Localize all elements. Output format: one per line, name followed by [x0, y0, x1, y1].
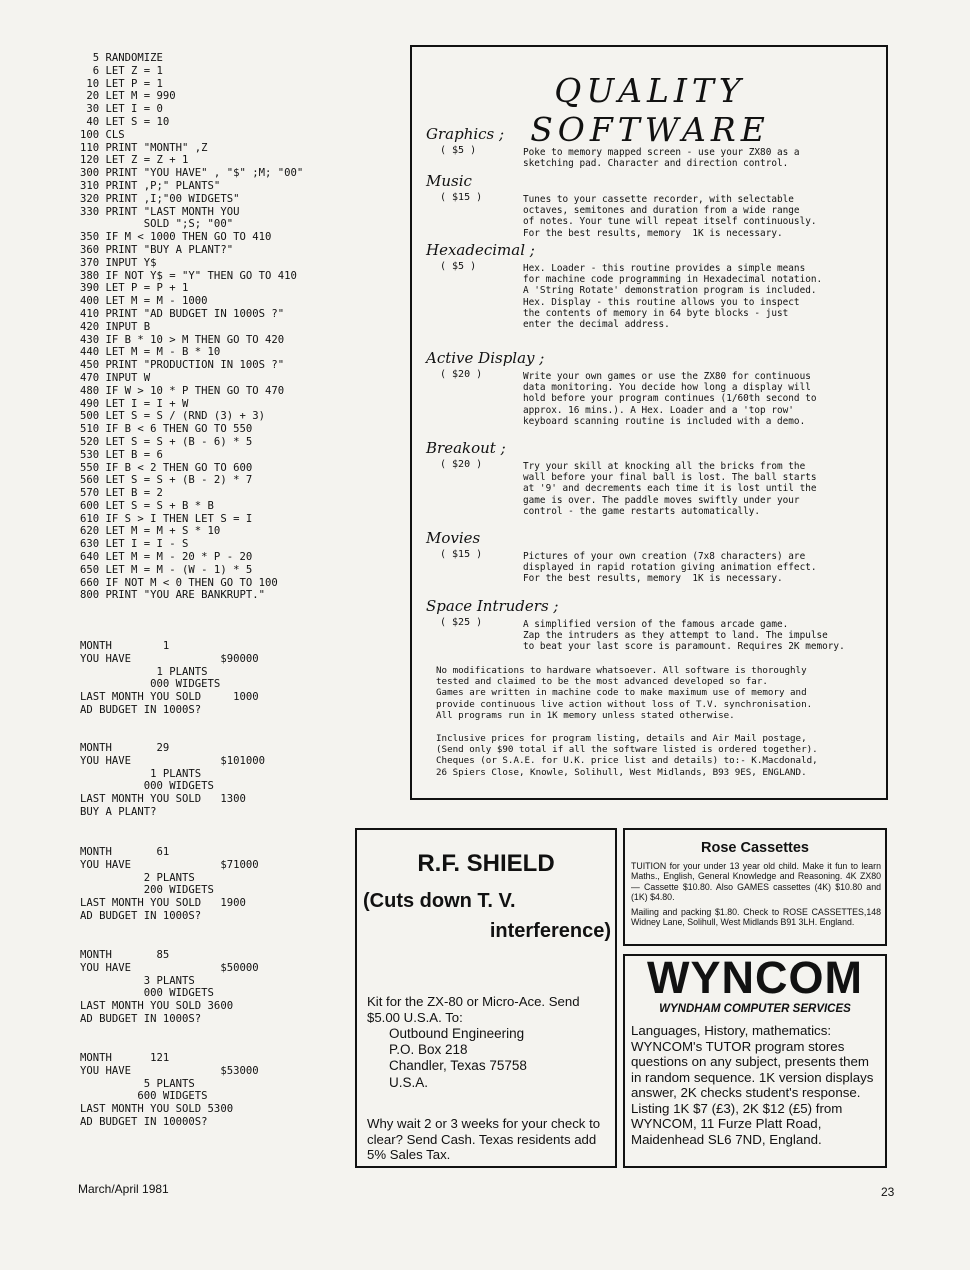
- listing-line: 370 INPUT Y$: [80, 256, 157, 269]
- run-output-line: MONTH 29: [80, 742, 170, 754]
- run-output-line: AD BUDGET IN 1000S?: [80, 1012, 202, 1025]
- run-output-line: 1 PLANTS: [80, 665, 208, 678]
- product-price: ( $20 ): [440, 459, 483, 470]
- product-name: Breakout ;: [426, 439, 506, 457]
- rf-subtitle-line2: interference): [489, 920, 611, 942]
- rose-paragraph-2: Mailing and packing $1.80. Check to ROSE CASSETTES,148 Widney Lane, Solihull, West Midlands B91 3LH. England.: [631, 907, 881, 928]
- product-description: Hex. Loader - this routine provides a simple means for machine code programming in Hexadecimal notation. A 'String Rotate' demonstration program is included. Hex. Display - this routine allows you to inspect the contents of memory in 64 byte blocks - just enter the decimal address.: [523, 263, 823, 331]
- run-output-line: MONTH 85: [80, 949, 170, 961]
- listing-line: 620 LET M = M + S * 10: [80, 525, 221, 538]
- run-output-line: AD BUDGET IN 1000S?: [80, 909, 202, 922]
- run-output-line: 2 PLANTS: [80, 871, 195, 884]
- listing-line: 6 LET Z = 1: [80, 64, 163, 77]
- product-description: Write your own games or use the ZX80 for continuous data monitoring. You decide how long a display will hold before your program continues (1/60th second to approx. 16 mins.). A Hex. Loader and a 'top row' keyboard scanning routine is included with a demo.: [523, 371, 817, 427]
- rf-subtitle-line1: (Cuts down T. V.: [363, 890, 516, 912]
- product-description: Tunes to your cassette recorder, with selectable octaves, semitones and duration from a wide range of notes. Your tune will repeat itself continuously. For the best results, memory 1K is necessary.: [523, 194, 817, 239]
- run-output-line: 5 PLANTS: [80, 1077, 195, 1090]
- listing-line: 440 LET M = M - B * 10: [80, 346, 221, 359]
- run-output-line: AD BUDGET IN 1000S?: [80, 703, 202, 716]
- listing-line: 410 PRINT "AD BUDGET IN 1000S ?": [80, 307, 285, 320]
- run-output-line: LAST MONTH YOU SOLD 3600: [80, 1000, 234, 1013]
- listing-line: 550 IF B < 2 THEN GO TO 600: [80, 461, 253, 474]
- listing-line: 470 INPUT W: [80, 371, 151, 384]
- rf-address-line: Outbound Engineering: [389, 1026, 525, 1041]
- wyncom-ad: [623, 954, 887, 1168]
- listing-line: 490 LET I = I + W: [80, 397, 189, 410]
- quality-software-title: QUALITY SOFTWARE: [530, 71, 770, 149]
- listing-line: 310 PRINT ,P;" PLANTS": [80, 179, 221, 192]
- product-name: Space Intruders ;: [426, 597, 559, 615]
- listing-line: 520 LET S = S + (B - 6) * 5: [80, 435, 253, 448]
- run-output-line: 200 WIDGETS: [80, 884, 214, 897]
- listing-line: 570 LET B = 2: [80, 487, 163, 500]
- run-output-block: [80, 640, 400, 717]
- listing-line: 350 IF M < 1000 THEN GO TO 410: [80, 231, 272, 244]
- listing-line: 390 LET P = P + 1: [80, 282, 189, 295]
- quality-notes: No modifications to hardware whatsoever. All software is thoroughly tested and claimed to be the most advanced developed so far. Games are written in machine code to make maximum use of memory and provide continuous live action without loss of T.V. synchronisation. All programs run in 1K memory unless stated otherwise.: [436, 665, 813, 721]
- listing-line: 530 LET B = 6: [80, 448, 163, 461]
- product-entry: [426, 172, 876, 239]
- rf-kit-text: Kit for the ZX-80 or Micro-Ace. Send $5.00 U.S.A. To:: [367, 994, 580, 1025]
- listing-line: 100 CLS: [80, 128, 125, 141]
- listing-line: 300 PRINT "YOU HAVE" , "$" ;M; "00": [80, 167, 304, 180]
- listing-line: 320 PRINT ,I;"00 WIDGETS": [80, 192, 240, 205]
- product-name: Active Display ;: [426, 349, 545, 367]
- listing-line: 20 LET M = 990: [80, 90, 176, 103]
- run-output-line: LAST MONTH YOU SOLD 1300: [80, 793, 246, 806]
- rf-shield-ad: [355, 828, 617, 1168]
- wyncom-subtitle: WYNDHAM COMPUTER SERVICES: [659, 1003, 851, 1015]
- run-output-line: MONTH 121: [80, 1052, 170, 1064]
- run-output-block: [80, 949, 400, 1026]
- wyncom-body: Languages, History, mathematics: WYNCOM's TUTOR program stores questions on any subject, presents them in random sequence. 1K version displays answer, 2K checks student's response. Listing 1K $7 (£3), 2K $12 (£5) from WYNCOM, 11 Furze Platt Road, Maidenhead SL6 7ND, England.: [631, 1023, 874, 1147]
- product-entry: [426, 597, 876, 653]
- listing-line: 430 IF B * 10 > M THEN GO TO 420: [80, 333, 285, 346]
- run-output-line: LAST MONTH YOU SOLD 1000: [80, 691, 259, 704]
- product-price: ( $15 ): [440, 549, 483, 560]
- product-entry: [426, 349, 876, 427]
- listing-line: 420 INPUT B: [80, 320, 151, 333]
- run-output-line: 000 WIDGETS: [80, 780, 214, 793]
- listing-line: 120 LET Z = Z + 1: [80, 154, 189, 167]
- listing-line: 510 IF B < 6 THEN GO TO 550: [80, 423, 253, 436]
- run-output-line: MONTH 61: [80, 846, 170, 858]
- run-output-line: 000 WIDGETS: [80, 678, 221, 691]
- product-price: ( $5 ): [440, 261, 477, 272]
- run-output-line: LAST MONTH YOU SOLD 5300: [80, 1103, 234, 1116]
- product-description: Pictures of your own creation (7x8 characters) are displayed in rapid rotation giving animation effect. For the best results, memory 1K is necessary.: [523, 551, 817, 585]
- product-entry: [426, 529, 876, 585]
- listing-line: SOLD ";S; "00": [80, 218, 234, 231]
- run-output-block: [80, 1052, 400, 1129]
- wyncom-title: WYNCOM: [647, 952, 863, 1003]
- product-price: ( $20 ): [440, 369, 483, 380]
- run-output-line: YOU HAVE $101000: [80, 754, 265, 767]
- listing-line: 800 PRINT "YOU ARE BANKRUPT.": [80, 589, 265, 602]
- product-description: Poke to memory mapped screen - use your ZX80 as a sketching pad. Character and direction control.: [523, 147, 800, 170]
- run-output-line: YOU HAVE $90000: [80, 652, 259, 665]
- run-output-line: 3 PLANTS: [80, 974, 195, 987]
- listing-line: 660 IF NOT M < 0 THEN GO TO 100: [80, 576, 278, 589]
- listing-line: 30 LET I = 0: [80, 103, 163, 116]
- product-entry: [426, 241, 876, 331]
- listing-line: 500 LET S = S / (RND (3) + 3): [80, 410, 265, 423]
- basic-program-listing: [80, 52, 410, 602]
- listing-line: 600 LET S = S + B * B: [80, 499, 214, 512]
- run-output-block: [80, 742, 400, 819]
- listing-line: 400 LET M = M - 1000: [80, 295, 208, 308]
- product-name: Music: [426, 172, 472, 190]
- rf-address-line: P.O. Box 218: [389, 1042, 468, 1058]
- run-output-line: 1 PLANTS: [80, 767, 202, 780]
- listing-line: 610 IF S > I THEN LET S = I: [80, 512, 253, 525]
- product-price: ( $15 ): [440, 192, 483, 203]
- listing-line: 650 LET M = M - (W - 1) * 5: [80, 563, 253, 576]
- listing-line: 5 RANDOMIZE: [80, 52, 163, 64]
- product-price: ( $25 ): [440, 617, 483, 628]
- listing-line: 640 LET M = M - 20 * P - 20: [80, 551, 253, 564]
- listing-line: 630 LET I = I - S: [80, 538, 189, 551]
- product-price: ( $5 ): [440, 145, 477, 156]
- listing-line: 480 IF W > 10 * P THEN GO TO 470: [80, 384, 285, 397]
- listing-line: 560 LET S = S + (B - 2) * 7: [80, 474, 253, 487]
- rf-address-line: U.S.A.: [389, 1074, 429, 1090]
- run-output-line: BUY A PLANT?: [80, 805, 157, 818]
- product-name: Movies: [426, 529, 481, 547]
- run-output-line: YOU HAVE $53000: [80, 1064, 259, 1077]
- listing-line: 380 IF NOT Y$ = "Y" THEN GO TO 410: [80, 269, 297, 282]
- run-output-line: AD BUDGET IN 10000S?: [80, 1115, 208, 1128]
- run-output-line: LAST MONTH YOU SOLD 1900: [80, 897, 246, 910]
- product-description: A simplified version of the famous arcade game. Zap the intruders as they attempt to land. The impulse to beat your last score is paramount. Requires 2K memory.: [523, 619, 845, 653]
- listing-line: 10 LET P = 1: [80, 77, 163, 90]
- listing-line: 450 PRINT "PRODUCTION IN 100S ?": [80, 359, 285, 372]
- rf-address: [389, 1026, 527, 1091]
- listing-line: 40 LET S = 10: [80, 115, 170, 128]
- rose-paragraph-1: TUITION for your under 13 year old child. Make it fun to learn Maths., English, General Knowledge and Reasoning. 4K ZX80 — Cassette $10.80. Also GAMES cassettes (4K) $10.80 and (1K) $4.80.: [631, 861, 881, 902]
- issue-date: March/April 1981: [78, 1182, 169, 1196]
- quality-pricing: Inclusive prices for program listing, details and Air Mail postage, (Send only $90 total if all the software listed is ordered together). Cheques (or S.A.E. for U.K. price list and details) to:- K.Macdonald, 26 Spiers Close, Knowle, Solihull, West Midlands, B93 9ES, ENGLAND.: [436, 733, 818, 778]
- listing-line: 330 PRINT "LAST MONTH YOU: [80, 205, 240, 218]
- rose-cassettes-ad: [623, 828, 887, 946]
- rf-address-line: Chandler, Texas 75758: [389, 1058, 527, 1074]
- product-entry: [426, 125, 876, 170]
- product-description: Try your skill at knocking all the bricks from the wall before your final ball is lost. The ball starts at '9' and decrements each time it is lost until the game is over. The paddle moves swiftly under your control - the game restarts automatically.: [523, 461, 817, 517]
- quality-software-ad: [410, 45, 888, 800]
- run-output-line: 600 WIDGETS: [80, 1090, 208, 1103]
- rose-title: Rose Cassettes: [701, 840, 809, 856]
- product-name: Graphics ;: [426, 125, 505, 143]
- run-output-line: MONTH 1: [80, 640, 170, 652]
- listing-line: 110 PRINT "MONTH" ,Z: [80, 141, 208, 154]
- page-number: 23: [881, 1185, 895, 1199]
- rf-why-text: Why wait 2 or 3 weeks for your check to clear? Send Cash. Texas residents add 5% Sales Tax.: [367, 1116, 601, 1163]
- run-output-line: YOU HAVE $50000: [80, 961, 259, 974]
- run-output-block: [80, 846, 400, 923]
- listing-line: 360 PRINT "BUY A PLANT?": [80, 243, 234, 256]
- product-name: Hexadecimal ;: [426, 241, 535, 259]
- rf-title: R.F. SHIELD: [417, 850, 555, 877]
- product-entry: [426, 439, 876, 517]
- run-output-line: 000 WIDGETS: [80, 987, 214, 1000]
- run-output-line: YOU HAVE $71000: [80, 858, 259, 871]
